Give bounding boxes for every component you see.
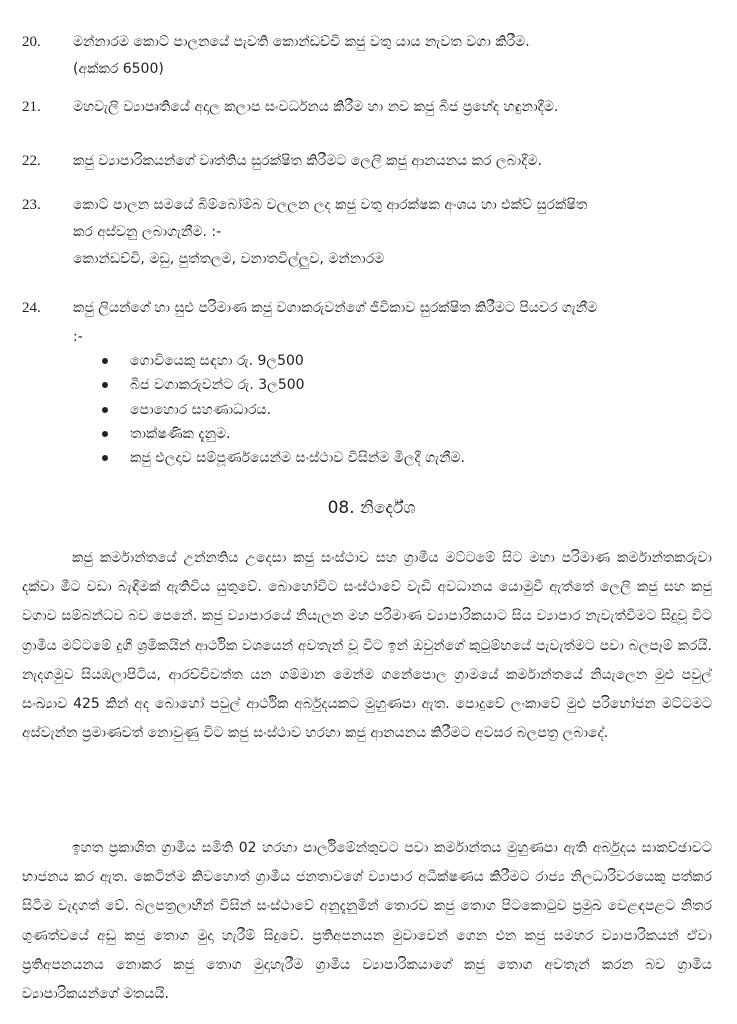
item-number: 23. xyxy=(22,197,41,213)
item-number: 20. xyxy=(22,34,41,50)
item-number: 22. xyxy=(22,153,41,169)
item-body xyxy=(73,294,712,352)
item-text-line: (අක්කර 6500) xyxy=(73,61,164,77)
bullet-item xyxy=(100,446,465,470)
bullet-text: ගොවියෙකු සඳහා රු. 9ල500 xyxy=(130,353,304,369)
item-text-line: කර අස්වනු ලබාගැනීම. :- xyxy=(73,224,222,240)
bullet-text: තාක්ෂණික දැනුම. xyxy=(130,425,231,442)
bullet-item xyxy=(100,398,465,422)
bullet-list xyxy=(100,349,465,470)
item-body xyxy=(73,94,712,121)
item-body xyxy=(73,192,712,273)
bullet-item xyxy=(100,373,465,397)
numbered-item-23 xyxy=(22,192,712,273)
item-body xyxy=(73,148,712,175)
bullet-icon xyxy=(102,431,108,437)
bullet-icon xyxy=(102,382,108,388)
paragraph-text: ඉහත ප්‍රකාශිත ග්‍රාමීය සමිති 02 හරහා පාර්ලිමේන්තුවට පවා කර්මාන්තය මුහුණපා ඇති අර්බුදය සාකච්ඡාවට භාජනය කර ඇත. කෙටින්ම කිවහොත් ග්‍රාමීය ජනතාවගේ ව්‍යාපාර අධීක්ෂණය කිරීමට රාජ්‍ය නිලධාරිවරයෙකු පත්කර සිටීම වැදගත් වේ. බලපත්‍රලාභීන් විසින් සංස්ථාවේ අනුදැනුමින් තොරව කජු තොග පිටකොටුව ප්‍රමුඛ වෙළඳපළට නිතර ගුණත්වයේ අඩු කජු තොග මුදා හැරීම් සිදුවේ. ප්‍රතිඅපනයන මුවාවෙන් ගෙන එන කජු සමහර ව්‍යාපාරිකයන් ඒවා ප්‍රතිඅපනයනය නොකර කජු තොග මුදාහැරීම ග්‍රාමීය ව්‍යාපාරිකයාගේ කජු තොග අවතැන් කරන බව ග්‍රාමීය ව්‍යාපාරිකයන්ගේ මතයයි. xyxy=(22,840,712,1003)
item-number: 21. xyxy=(22,99,41,115)
item-text-line: කජු ලියන්ගේ හා සුළු පරිමාණ කජු වගාකරුවන්ගේ ජීවිකාව සුරක්ෂිත කිරීමට පියවර ගැනීම xyxy=(73,300,598,316)
paragraph-text: කජු කර්මාන්තයේ උන්නතිය උදෙසා කජු සංස්ථාව සහ ග්‍රාමීය මට්ටමේ සිට මහා පරිමාණ කර්මාන්තකරුවා දක්වා මීට වඩා බැඳීමක් ඇතිවිය යුතුවේ. බොහෝවිට සංස්ථාවේ වැඩි අවධානය යොමුවී ඇත්තේ ලෙලි කජු සහ කජු වගාව සම්බන්ධව බව පෙනේ. කජු ව්‍යාපාරයේ නියැලන මහ පරිමාණ ව්‍යාපාරිකයාට සිය ව්‍යාපාර නැවැත්වීමට සිදුවූ විට ග්‍රාමීය මට්ටමේ දුගී ශ්‍රමිකයින් ආර්ථික වශයෙන් අවතැන් වූ විට ඉන් ඔවුන්ගේ කුටුම්භයේ පැවැත්මට පවා බලපෑම් කරයි. නැදගමුව සියඹලාපිටිය, ආරච්චිවත්ත යන ගම්මාන මෙන්ම ගනේපොල ග්‍රාමයේ කර්මාන්තයේ නියැලෙන මුළු පවුල් සංඛ්‍යාව 425 කින් අද බොහෝ පවුල් ආර්ථික අර්බුදයකට මුහුණපා ඇත. පොදුවේ ලංකාවේ මුළු පරිභෝජන මට්ටමට අස්වැන්න ප්‍රමාණවත් නොවුණු විට කජු සංස්ථාව හරහා කජු ආනයනය කිරීමට අවසර බලපත්‍ර ලබාදේ. xyxy=(22,550,712,742)
paragraph-1 xyxy=(22,544,712,748)
item-text-line: කොන්ඩච්චි, මඩු, පුත්තලම, වනාතවිල්ලුව, මන්නාරම xyxy=(73,251,385,267)
numbered-item-20 xyxy=(22,29,712,83)
bullet-text: කජු එලදාව සම්පූර්ණයෙන්ම සංස්ථාව විසින්ම මිලදී ගැනීම. xyxy=(130,450,465,467)
bullet-item xyxy=(100,349,465,373)
bullet-icon xyxy=(102,358,108,364)
numbered-item-22 xyxy=(22,148,712,175)
bullet-text: පොහොර සහණාධාරය. xyxy=(130,401,272,418)
item-text-line: කොට් පාලන සමයේ බිම්බෝම්බ වලලන ලද කජු වතු ආරක්ෂක අංශය හා එක්ව් සුරක්ෂිත xyxy=(73,197,588,213)
item-text-line: :- xyxy=(73,329,83,345)
item-text-line: මන්නාරම කොට් පාලනයේ පැවති කොන්ඩච්චි කජු වතු යාය නැවත වගා කිරීම. xyxy=(73,34,530,50)
numbered-item-21 xyxy=(22,94,712,121)
item-text-line: කජු ව්‍යාපාරිකයන්ගේ වෘත්තිය සුරක්ෂිත කිරීමට ලෙලි කජු ආනයනය කර ලබාදීම. xyxy=(73,153,542,169)
item-number: 24. xyxy=(22,300,41,316)
item-text-line: මහවැලි ව්‍යාපෘතියේ අදාල කලාප සංවර්ධනය කිරීම හා නව කජු බීජ ප්‍රභේද හඳුනාදීම. xyxy=(73,99,559,115)
bullet-text: බීජ වගාකරුවන්ට රු. 3ල500 xyxy=(130,377,305,394)
bullet-icon xyxy=(102,407,108,413)
numbered-item-24 xyxy=(22,294,712,352)
section-heading: 08. නිර්දේශ xyxy=(327,498,416,518)
item-body xyxy=(73,29,712,83)
bullet-icon xyxy=(102,455,108,461)
paragraph-2 xyxy=(22,834,712,1009)
bullet-item xyxy=(100,422,465,446)
